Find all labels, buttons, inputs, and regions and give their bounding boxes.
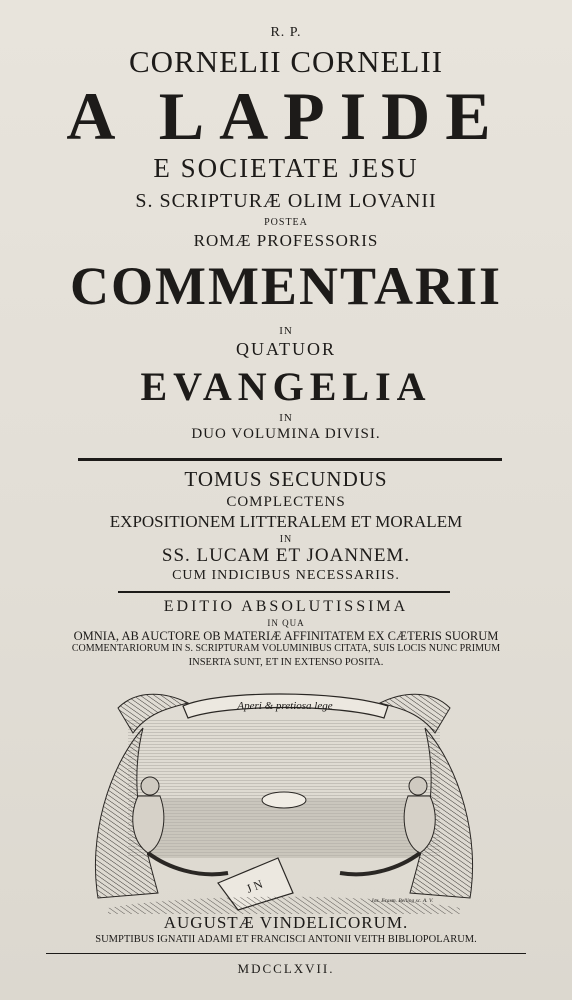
title-tomus: TOMUS SECUNDUS xyxy=(184,467,388,491)
title-omnia: OMNIA, AB AUCTORE OB MATERIÆ AFFINITATEM EX CÆTERIS SUORUM xyxy=(73,629,499,643)
title-professor: ROMÆ PROFESSORIS xyxy=(193,231,379,250)
imprint-date: MDCCLXVII. xyxy=(237,961,335,976)
title-editio: EDITIO ABSOLUTISSIMA xyxy=(163,598,409,615)
title-complectens: COMPLECTENS xyxy=(226,494,346,510)
title-in-2: IN xyxy=(279,412,293,424)
title-commentariorum: COMMENTARIORUM IN S. SCRIPTURAM VOLUMINIBUS CITATA, SUIS LOCIS NUNC PRIMUM xyxy=(71,643,501,654)
title-scripture: S. SCRIPTURÆ OLIM LOVANII xyxy=(135,190,437,212)
divider-rule-2 xyxy=(118,591,450,593)
title-society: E SOCIETATE JESU xyxy=(153,153,419,183)
title-expositionem: EXPOSITIONEM LITTERALEM ET MORALEM xyxy=(109,512,463,531)
title-rp: R. P. xyxy=(270,25,302,40)
imprint-augustae: AUGUSTÆ VINDELICORUM. xyxy=(163,913,409,932)
floating-shell xyxy=(262,792,306,808)
title-volumes: DUO VOLUMINA DIVISI. xyxy=(191,426,381,442)
title-postea: POSTEA xyxy=(264,217,308,228)
title-indicibus: CUM INDICIBUS NECESSARIIS. xyxy=(172,568,400,583)
right-triton-head xyxy=(409,777,427,795)
divider-rule-1 xyxy=(78,458,502,461)
title-in-3: IN xyxy=(279,534,293,545)
banner-motto-text: Aperi & pretiosa lege xyxy=(237,700,333,712)
engraved-vignette xyxy=(88,678,480,914)
title-surname: A LAPIDE xyxy=(66,78,506,154)
title-commentarii: COMMENTARII xyxy=(70,256,502,316)
left-triton-head xyxy=(141,777,159,795)
title-evangelia: EVANGELIA xyxy=(140,364,432,409)
title-lucam: SS. LUCAM ET JOANNEM. xyxy=(161,545,411,566)
book-letters-text: J N xyxy=(244,876,265,896)
imprint-sumptibus: SUMPTIBUS IGNATII ADAMI ET FRANCISCI ANTONII VEITH BIBLIOPOLARUM. xyxy=(95,934,477,945)
title-in-1: IN xyxy=(279,325,293,337)
divider-rule-3 xyxy=(46,953,526,954)
title-author: CORNELII CORNELII xyxy=(128,44,444,79)
title-inqua: IN QUA xyxy=(267,618,305,628)
title-inserta: INSERTA SUNT, ET IN EXTENSO POSITA. xyxy=(188,657,384,668)
title-quatuor: QUATUOR xyxy=(235,339,336,359)
engraver-signature: Jos. Erasm. Belling sc. A. V. xyxy=(371,898,433,904)
